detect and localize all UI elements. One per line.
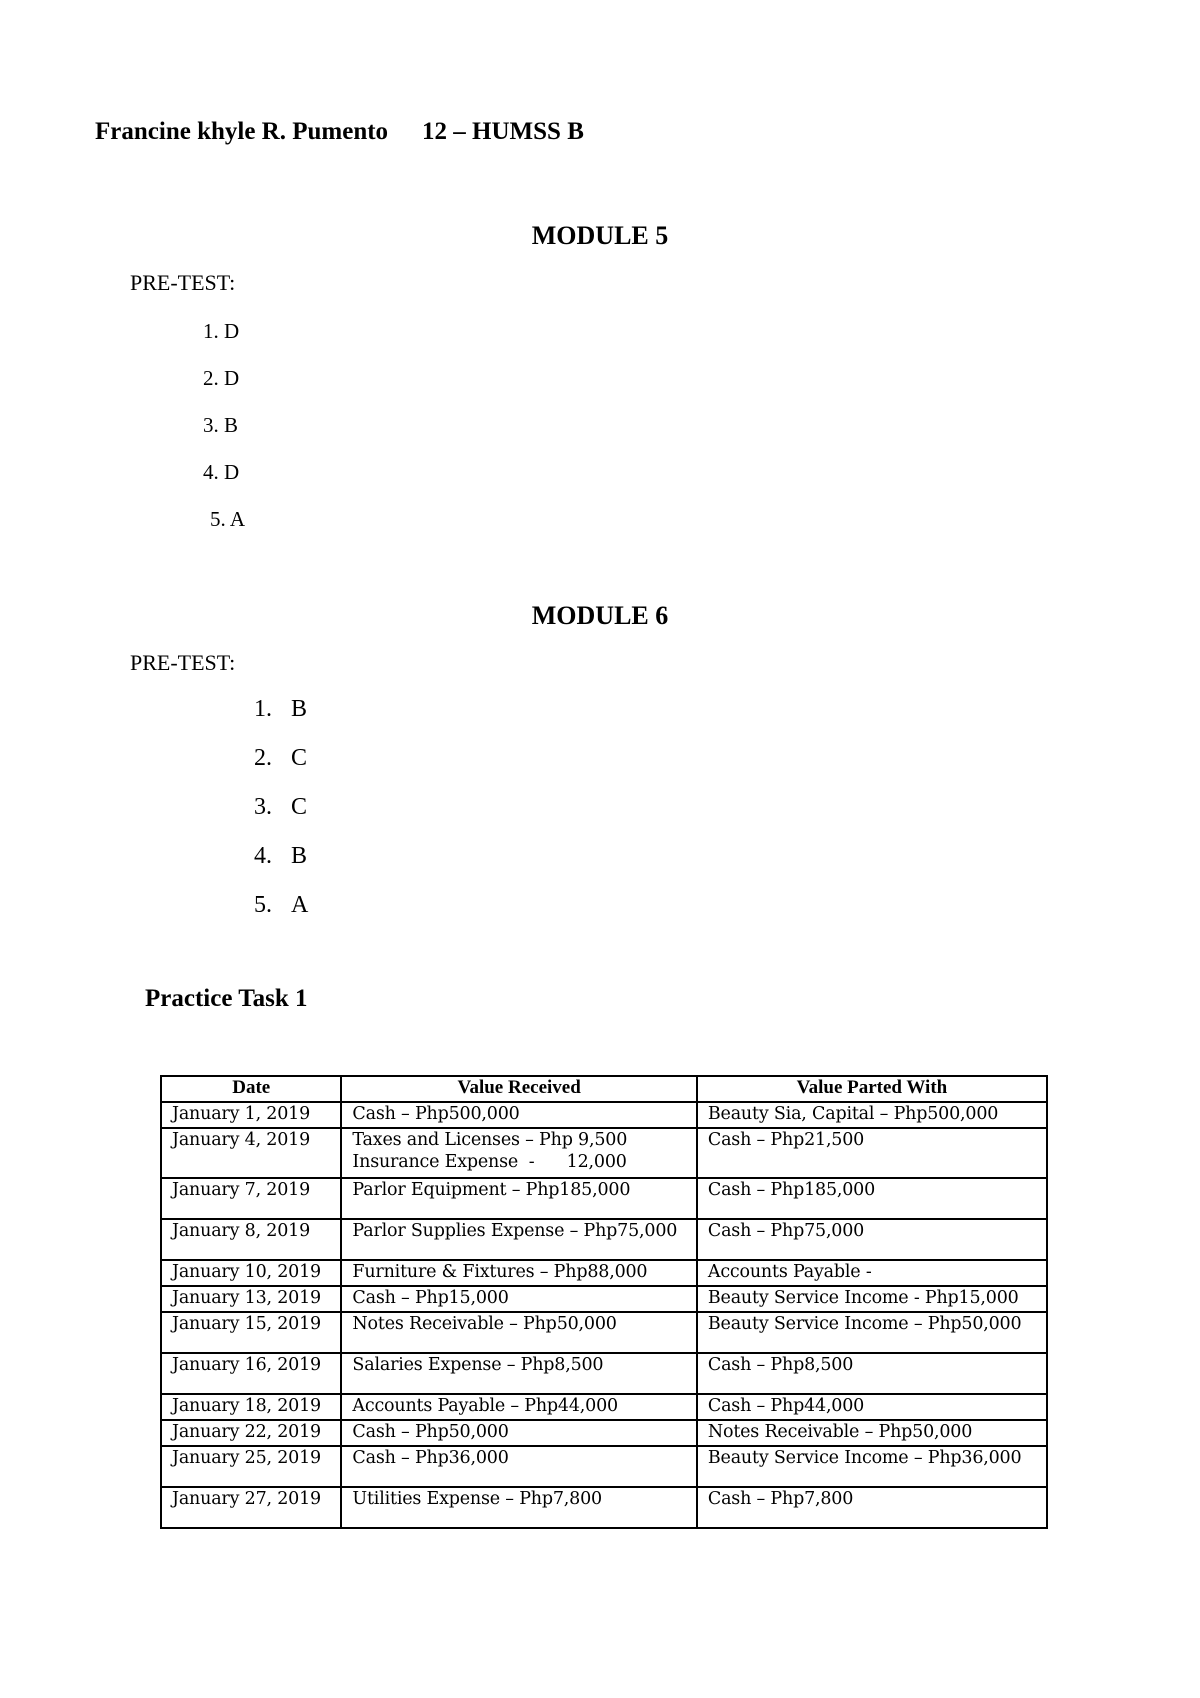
- practice-task-title: Practice Task 1: [145, 985, 308, 1012]
- value-received-cell: Salaries Expense – Php8,500: [341, 1353, 696, 1394]
- module-6-answer-1: [254, 696, 307, 723]
- table-row: [161, 1394, 1047, 1420]
- value-parted-cell: Cash – Php7,800: [697, 1487, 1047, 1528]
- student-name: Francine khyle R. Pumento: [95, 118, 389, 145]
- value-received-cell: [341, 1128, 696, 1178]
- answer-letter: A: [291, 892, 309, 918]
- value-received-cell: Parlor Supplies Expense – Php75,000: [341, 1219, 696, 1260]
- value-parted-cell: Beauty Service Income - Php15,000: [697, 1286, 1047, 1312]
- table-row: [161, 1178, 1047, 1219]
- date-cell: January 15, 2019: [161, 1312, 341, 1353]
- table-row: [161, 1260, 1047, 1286]
- module-6-answer-5: [254, 892, 308, 919]
- table-header-row: [161, 1076, 1047, 1102]
- value-received-cell: Cash – Php500,000: [341, 1102, 696, 1128]
- table-row: [161, 1312, 1047, 1353]
- table-row: [161, 1420, 1047, 1446]
- student-header: [95, 118, 584, 146]
- module-5-pretest-label: PRE-TEST:: [130, 270, 236, 295]
- table-row: [161, 1128, 1047, 1178]
- value-received-cell: Cash – Php36,000: [341, 1446, 696, 1487]
- answer-letter: B: [291, 843, 308, 869]
- value-parted-cell: Beauty Service Income – Php36,000: [697, 1446, 1047, 1487]
- value-received-line: Taxes and Licenses – Php 9,500: [352, 1130, 628, 1150]
- value-parted-cell: Beauty Sia, Capital – Php500,000: [697, 1102, 1047, 1128]
- answer-number: 1.: [254, 696, 272, 722]
- module-5-title: MODULE 5: [531, 221, 669, 250]
- value-received-cell: Parlor Equipment – Php185,000: [341, 1178, 696, 1219]
- value-received-line: Insurance Expense - 12,000: [352, 1152, 627, 1172]
- answer-number: 2.: [254, 745, 272, 771]
- answer-letter: B: [291, 696, 308, 722]
- value-parted-cell: Cash – Php44,000: [697, 1394, 1047, 1420]
- table-row: [161, 1286, 1047, 1312]
- module-5-answer-2: 2. D: [203, 366, 240, 390]
- transactions-table: [160, 1075, 1048, 1529]
- answer-letter: C: [291, 794, 308, 820]
- date-cell: January 16, 2019: [161, 1353, 341, 1394]
- value-received-cell: Cash – Php50,000: [341, 1420, 696, 1446]
- column-header-value-parted-with: Value Parted With: [697, 1076, 1047, 1102]
- value-received-cell: Furniture & Fixtures – Php88,000: [341, 1260, 696, 1286]
- date-cell: January 22, 2019: [161, 1420, 341, 1446]
- answer-number: 4.: [254, 843, 272, 869]
- date-cell: January 8, 2019: [161, 1219, 341, 1260]
- table-row: [161, 1353, 1047, 1394]
- value-parted-cell: Beauty Service Income – Php50,000: [697, 1312, 1047, 1353]
- table-row: [161, 1219, 1047, 1260]
- date-cell: January 25, 2019: [161, 1446, 341, 1487]
- value-parted-cell: Notes Receivable – Php50,000: [697, 1420, 1047, 1446]
- date-cell: January 10, 2019: [161, 1260, 341, 1286]
- column-header-date: Date: [161, 1076, 341, 1102]
- module-5-answer-5: 5. A: [210, 507, 246, 531]
- date-cell: January 13, 2019: [161, 1286, 341, 1312]
- value-received-cell: Utilities Expense – Php7,800: [341, 1487, 696, 1528]
- answer-number: 5.: [254, 892, 272, 918]
- table-row: [161, 1102, 1047, 1128]
- module-6-answer-4: [254, 843, 307, 870]
- column-header-value-received: Value Received: [341, 1076, 696, 1102]
- student-section: 12 – HUMSS B: [422, 118, 584, 145]
- date-cell: January 4, 2019: [161, 1128, 341, 1178]
- date-cell: January 1, 2019: [161, 1102, 341, 1128]
- value-parted-cell: Cash – Php8,500: [697, 1353, 1047, 1394]
- value-parted-cell: Accounts Payable -: [697, 1260, 1047, 1286]
- table-row: [161, 1446, 1047, 1487]
- module-5-answer-4: 4. D: [203, 460, 240, 484]
- module-6-pretest-label: PRE-TEST:: [130, 650, 236, 675]
- date-cell: January 7, 2019: [161, 1178, 341, 1219]
- answer-number: 3.: [254, 794, 272, 820]
- value-received-cell: Notes Receivable – Php50,000: [341, 1312, 696, 1353]
- module-6-title: MODULE 6: [531, 601, 669, 630]
- value-parted-cell: Cash – Php75,000: [697, 1219, 1047, 1260]
- module-5-answer-3: 3. B: [203, 413, 239, 437]
- value-received-cell: Cash – Php15,000: [341, 1286, 696, 1312]
- value-parted-cell: Cash – Php21,500: [697, 1128, 1047, 1178]
- module-5-answer-1: 1. D: [203, 319, 240, 343]
- date-cell: January 27, 2019: [161, 1487, 341, 1528]
- value-parted-cell: Cash – Php185,000: [697, 1178, 1047, 1219]
- module-6-answer-3: [254, 794, 307, 821]
- table-row: [161, 1487, 1047, 1528]
- date-cell: January 18, 2019: [161, 1394, 341, 1420]
- value-received-cell: Accounts Payable – Php44,000: [341, 1394, 696, 1420]
- module-6-answer-2: [254, 745, 307, 772]
- answer-letter: C: [291, 745, 308, 771]
